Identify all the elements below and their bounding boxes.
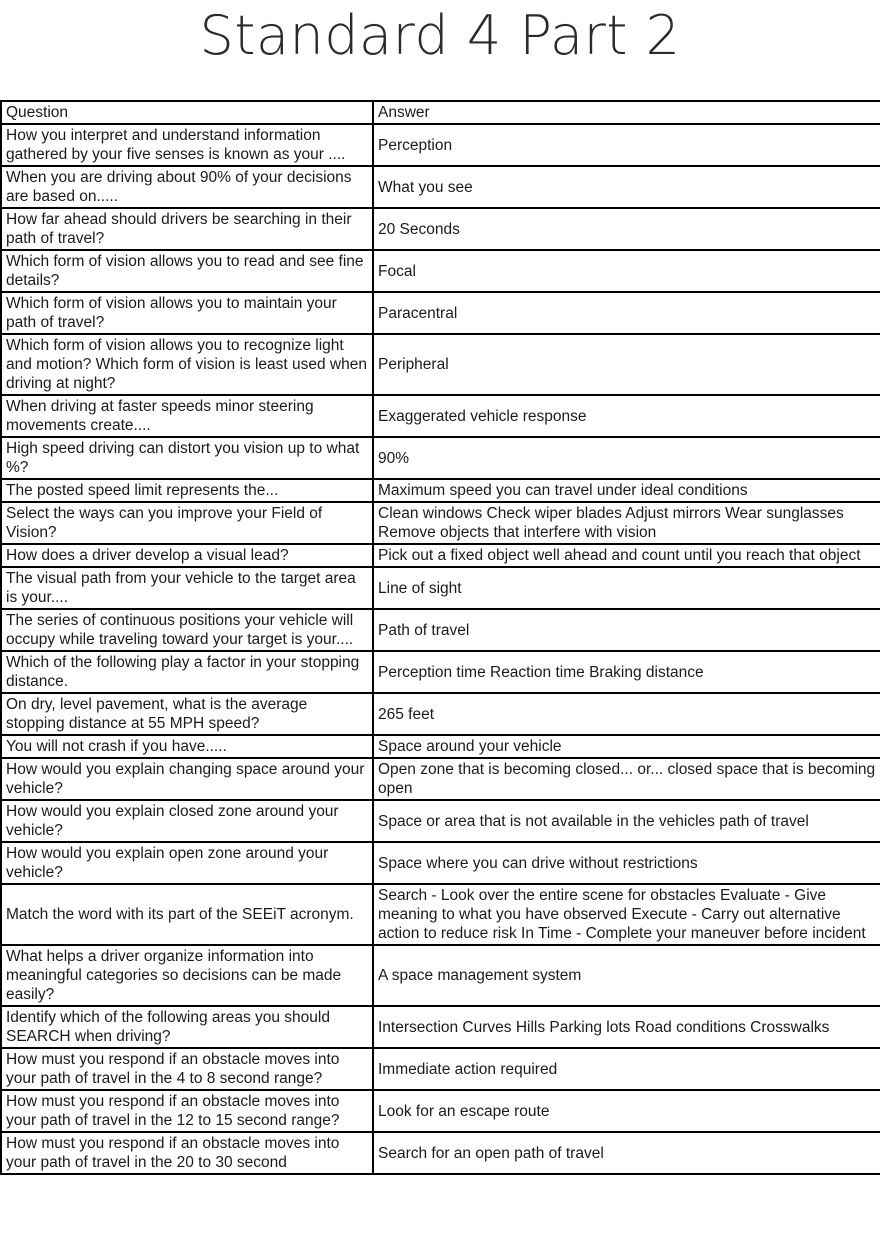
table-row bbox=[1, 502, 880, 544]
page-title: Standard 4 Part 2 bbox=[199, 4, 681, 67]
answer-cell: Immediate action required bbox=[373, 1048, 880, 1090]
question-cell: How would you explain changing space around your vehicle? bbox=[1, 758, 373, 800]
answer-cell: Search - Look over the entire scene for obstacles Evaluate - Give meaning to what you have observed Execute - Carry out alternative action to reduce risk In Time - Complete your maneuver before incident bbox=[373, 884, 880, 945]
question-cell: Match the word with its part of the SEEiT acronym. bbox=[1, 884, 373, 945]
answer-cell: Paracentral bbox=[373, 292, 880, 334]
table-row bbox=[1, 735, 880, 758]
answer-column-header: Answer bbox=[373, 101, 880, 124]
question-cell: High speed driving can distort you vision up to what %? bbox=[1, 437, 373, 479]
question-cell: The series of continuous positions your vehicle will occupy while traveling toward your target is your.... bbox=[1, 609, 373, 651]
table-row bbox=[1, 609, 880, 651]
table-row bbox=[1, 124, 880, 166]
question-answer-table bbox=[0, 100, 880, 1175]
table-row bbox=[1, 1132, 880, 1174]
question-cell: How must you respond if an obstacle moves into your path of travel in the 20 to 30 second bbox=[1, 1132, 373, 1174]
question-cell: On dry, level pavement, what is the average stopping distance at 55 MPH speed? bbox=[1, 693, 373, 735]
question-cell: Which form of vision allows you to read and see fine details? bbox=[1, 250, 373, 292]
question-column-header: Question bbox=[1, 101, 373, 124]
table-row bbox=[1, 693, 880, 735]
table-row bbox=[1, 945, 880, 1006]
question-cell: Identify which of the following areas you should SEARCH when driving? bbox=[1, 1006, 373, 1048]
question-cell: When you are driving about 90% of your decisions are based on..... bbox=[1, 166, 373, 208]
question-cell: How far ahead should drivers be searching in their path of travel? bbox=[1, 208, 373, 250]
answer-cell: 20 Seconds bbox=[373, 208, 880, 250]
table-row bbox=[1, 1006, 880, 1048]
question-cell: How would you explain open zone around your vehicle? bbox=[1, 842, 373, 884]
table-row bbox=[1, 1048, 880, 1090]
answer-cell: Peripheral bbox=[373, 334, 880, 395]
question-cell: Which of the following play a factor in your stopping distance. bbox=[1, 651, 373, 693]
answer-cell: Look for an escape route bbox=[373, 1090, 880, 1132]
question-cell: How would you explain closed zone around your vehicle? bbox=[1, 800, 373, 842]
question-cell: You will not crash if you have..... bbox=[1, 735, 373, 758]
question-cell: Which form of vision allows you to recognize light and motion? Which form of vision is least used when driving at night? bbox=[1, 334, 373, 395]
question-cell: How must you respond if an obstacle moves into your path of travel in the 4 to 8 second range? bbox=[1, 1048, 373, 1090]
question-cell: How does a driver develop a visual lead? bbox=[1, 544, 373, 567]
qa-table-body bbox=[1, 124, 880, 1174]
table-row bbox=[1, 208, 880, 250]
answer-cell: Space or area that is not available in the vehicles path of travel bbox=[373, 800, 880, 842]
answer-cell: Search for an open path of travel bbox=[373, 1132, 880, 1174]
question-cell: Select the ways can you improve your Field of Vision? bbox=[1, 502, 373, 544]
answer-cell: Path of travel bbox=[373, 609, 880, 651]
table-row bbox=[1, 758, 880, 800]
answer-cell: Maximum speed you can travel under ideal conditions bbox=[373, 479, 880, 502]
table-row bbox=[1, 567, 880, 609]
answer-cell: 265 feet bbox=[373, 693, 880, 735]
answer-cell: Clean windows Check wiper blades Adjust mirrors Wear sunglasses Remove objects that interfere with vision bbox=[373, 502, 880, 544]
table-row bbox=[1, 166, 880, 208]
question-cell: How must you respond if an obstacle moves into your path of travel in the 12 to 15 second range? bbox=[1, 1090, 373, 1132]
answer-cell: 90% bbox=[373, 437, 880, 479]
answer-cell: Space around your vehicle bbox=[373, 735, 880, 758]
question-cell: What helps a driver organize information into meaningful categories so decisions can be made easily? bbox=[1, 945, 373, 1006]
table-row bbox=[1, 884, 880, 945]
table-row bbox=[1, 292, 880, 334]
table-row bbox=[1, 800, 880, 842]
table-row bbox=[1, 544, 880, 567]
answer-cell: Intersection Curves Hills Parking lots Road conditions Crosswalks bbox=[373, 1006, 880, 1048]
question-cell: How you interpret and understand information gathered by your five senses is known as your .... bbox=[1, 124, 373, 166]
table-row bbox=[1, 437, 880, 479]
header-row bbox=[1, 101, 880, 124]
answer-cell: Line of sight bbox=[373, 567, 880, 609]
answer-cell: Exaggerated vehicle response bbox=[373, 395, 880, 437]
question-cell: When driving at faster speeds minor steering movements create.... bbox=[1, 395, 373, 437]
table-row bbox=[1, 1090, 880, 1132]
table-header bbox=[1, 101, 880, 124]
table-row bbox=[1, 842, 880, 884]
question-cell: Which form of vision allows you to maintain your path of travel? bbox=[1, 292, 373, 334]
answer-cell: A space management system bbox=[373, 945, 880, 1006]
table-row bbox=[1, 334, 880, 395]
question-cell: The visual path from your vehicle to the target area is your.... bbox=[1, 567, 373, 609]
table-row bbox=[1, 250, 880, 292]
answer-cell: Open zone that is becoming closed... or... closed space that is becoming open bbox=[373, 758, 880, 800]
answer-cell: Perception time Reaction time Braking distance bbox=[373, 651, 880, 693]
question-cell: The posted speed limit represents the... bbox=[1, 479, 373, 502]
table-row bbox=[1, 479, 880, 502]
answer-cell: Pick out a fixed object well ahead and count until you reach that object bbox=[373, 544, 880, 567]
table-row bbox=[1, 395, 880, 437]
answer-cell: Perception bbox=[373, 124, 880, 166]
table-row bbox=[1, 651, 880, 693]
answer-cell: What you see bbox=[373, 166, 880, 208]
answer-cell: Focal bbox=[373, 250, 880, 292]
answer-cell: Space where you can drive without restrictions bbox=[373, 842, 880, 884]
